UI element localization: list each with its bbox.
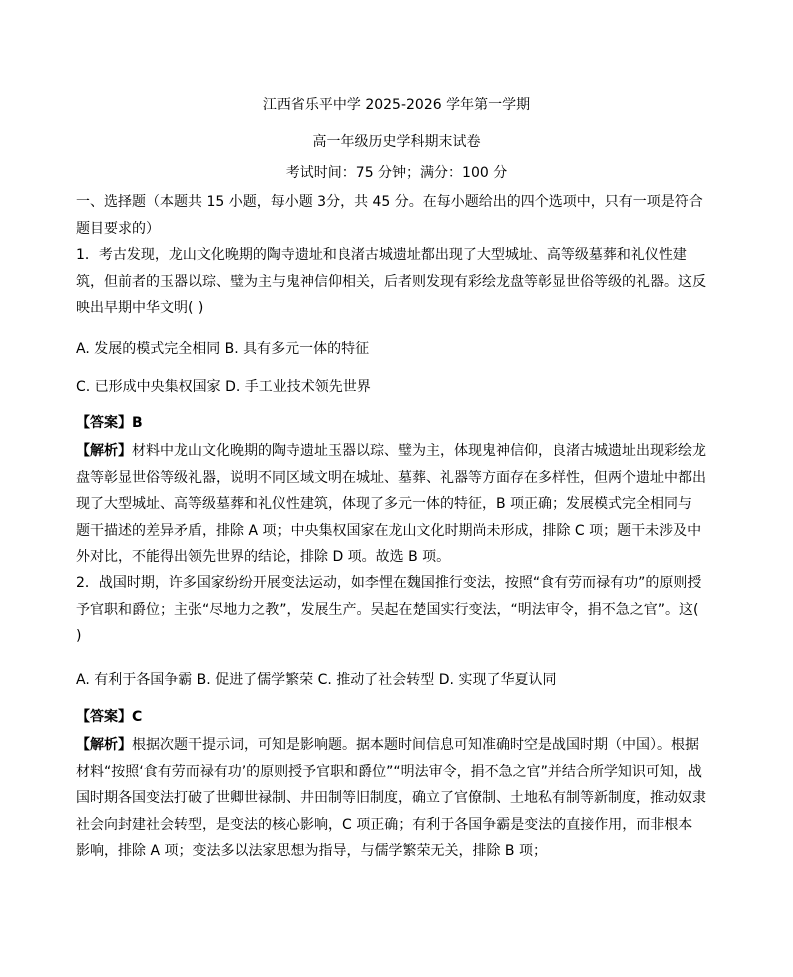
question-1-answer: 【答案】B xyxy=(76,415,143,431)
analysis-text: 根据次题干提示词，可知是影响题。据本题时间信息可知准确时空是战国时期（中国）。根据材料“按照‘食有劳而禄有功’的原则授予官职和爵位”“明法审令，捐不急之官”并结合所学知识可知，战国时期各国变法打破了世卿世禄制、井田制等旧制度，确立了官僚制、土地私有制等新制度，推动奴隶社会向封建社会转型，是变法的核心影响，C 项正确；有利于各国争霸是变法的直接作用，而非根本影响，排除 A 项；变法多以法家思想为指导，与儒学繁荣无关，排除 B 项； xyxy=(76,737,706,859)
question-1-analysis xyxy=(76,438,706,571)
question-1-options-ab: A. 发展的模式完全相同 B. 具有多元一体的特征 xyxy=(76,341,370,357)
analysis-tag: 【解析】 xyxy=(76,443,132,459)
analysis-tag: 【解析】 xyxy=(76,737,132,753)
question-1-stem: 1．考古发现，龙山文化晚期的陶寺遗址和良渚古城遗址都出现了大型城址、高等级墓葬和礼仪性建筑，但前者的玉器以琮、璧为主与鬼神信仰相关，后者则发现有彩绘龙盘等彰显世俗等级的礼器。这反映出早期中华文明( ) xyxy=(76,247,706,316)
school-line: 江西省乐平中学 2025-2026 学年第一学期 xyxy=(262,97,531,113)
question-1-options-cd: C. 已形成中央集权国家 D. 手工业技术领先世界 xyxy=(76,379,371,395)
section-intro: 一、选择题（本题共 15 小题，每小题 3分，共 45 分。在每小题给出的四个选项中，只有一项是符合题目要求的） xyxy=(76,194,703,237)
analysis-text: 材料中龙山文化晚期的陶寺遗址玉器以琮、璧为主，体现鬼神信仰，良渚古城遗址出现彩绘龙盘等彰显世俗等级礼器，说明不同区域文明在城址、墓葬、礼器等方面存在多样性，但两个遗址中都出现了大型城址、高等级墓葬和礼仪性建筑，体现了多元一体的特征，B 项正确；发展模式完全相同与题干描述的差异矛盾，排除 A 项；中央集权国家在龙山文化时期尚未形成，排除 C 项；题干未涉及中外对比，不能得出领先世界的结论，排除 D 项。故选 B 项。 xyxy=(76,443,706,565)
exam-info: 考试时间：75 分钟；满分：100 分 xyxy=(285,165,508,181)
question-2-answer: 【答案】C xyxy=(76,709,143,725)
question-2-options: A. 有利于各国争霸 B. 促进了儒学繁荣 C. 推动了社会转型 D. 实现了华夏认同 xyxy=(76,672,557,688)
exam-title: 高一年级历史学科期末试卷 xyxy=(312,134,481,150)
question-2-stem: 2．战国时期，许多国家纷纷开展变法运动，如李悝在魏国推行变法，按照“食有劳而禄有功”的原则授予官职和爵位；主张“尽地力之教”，发展生产。吴起在楚国实行变法，“明法审令，捐不急之官”。这( ) xyxy=(76,575,703,644)
question-2-analysis xyxy=(76,732,706,865)
